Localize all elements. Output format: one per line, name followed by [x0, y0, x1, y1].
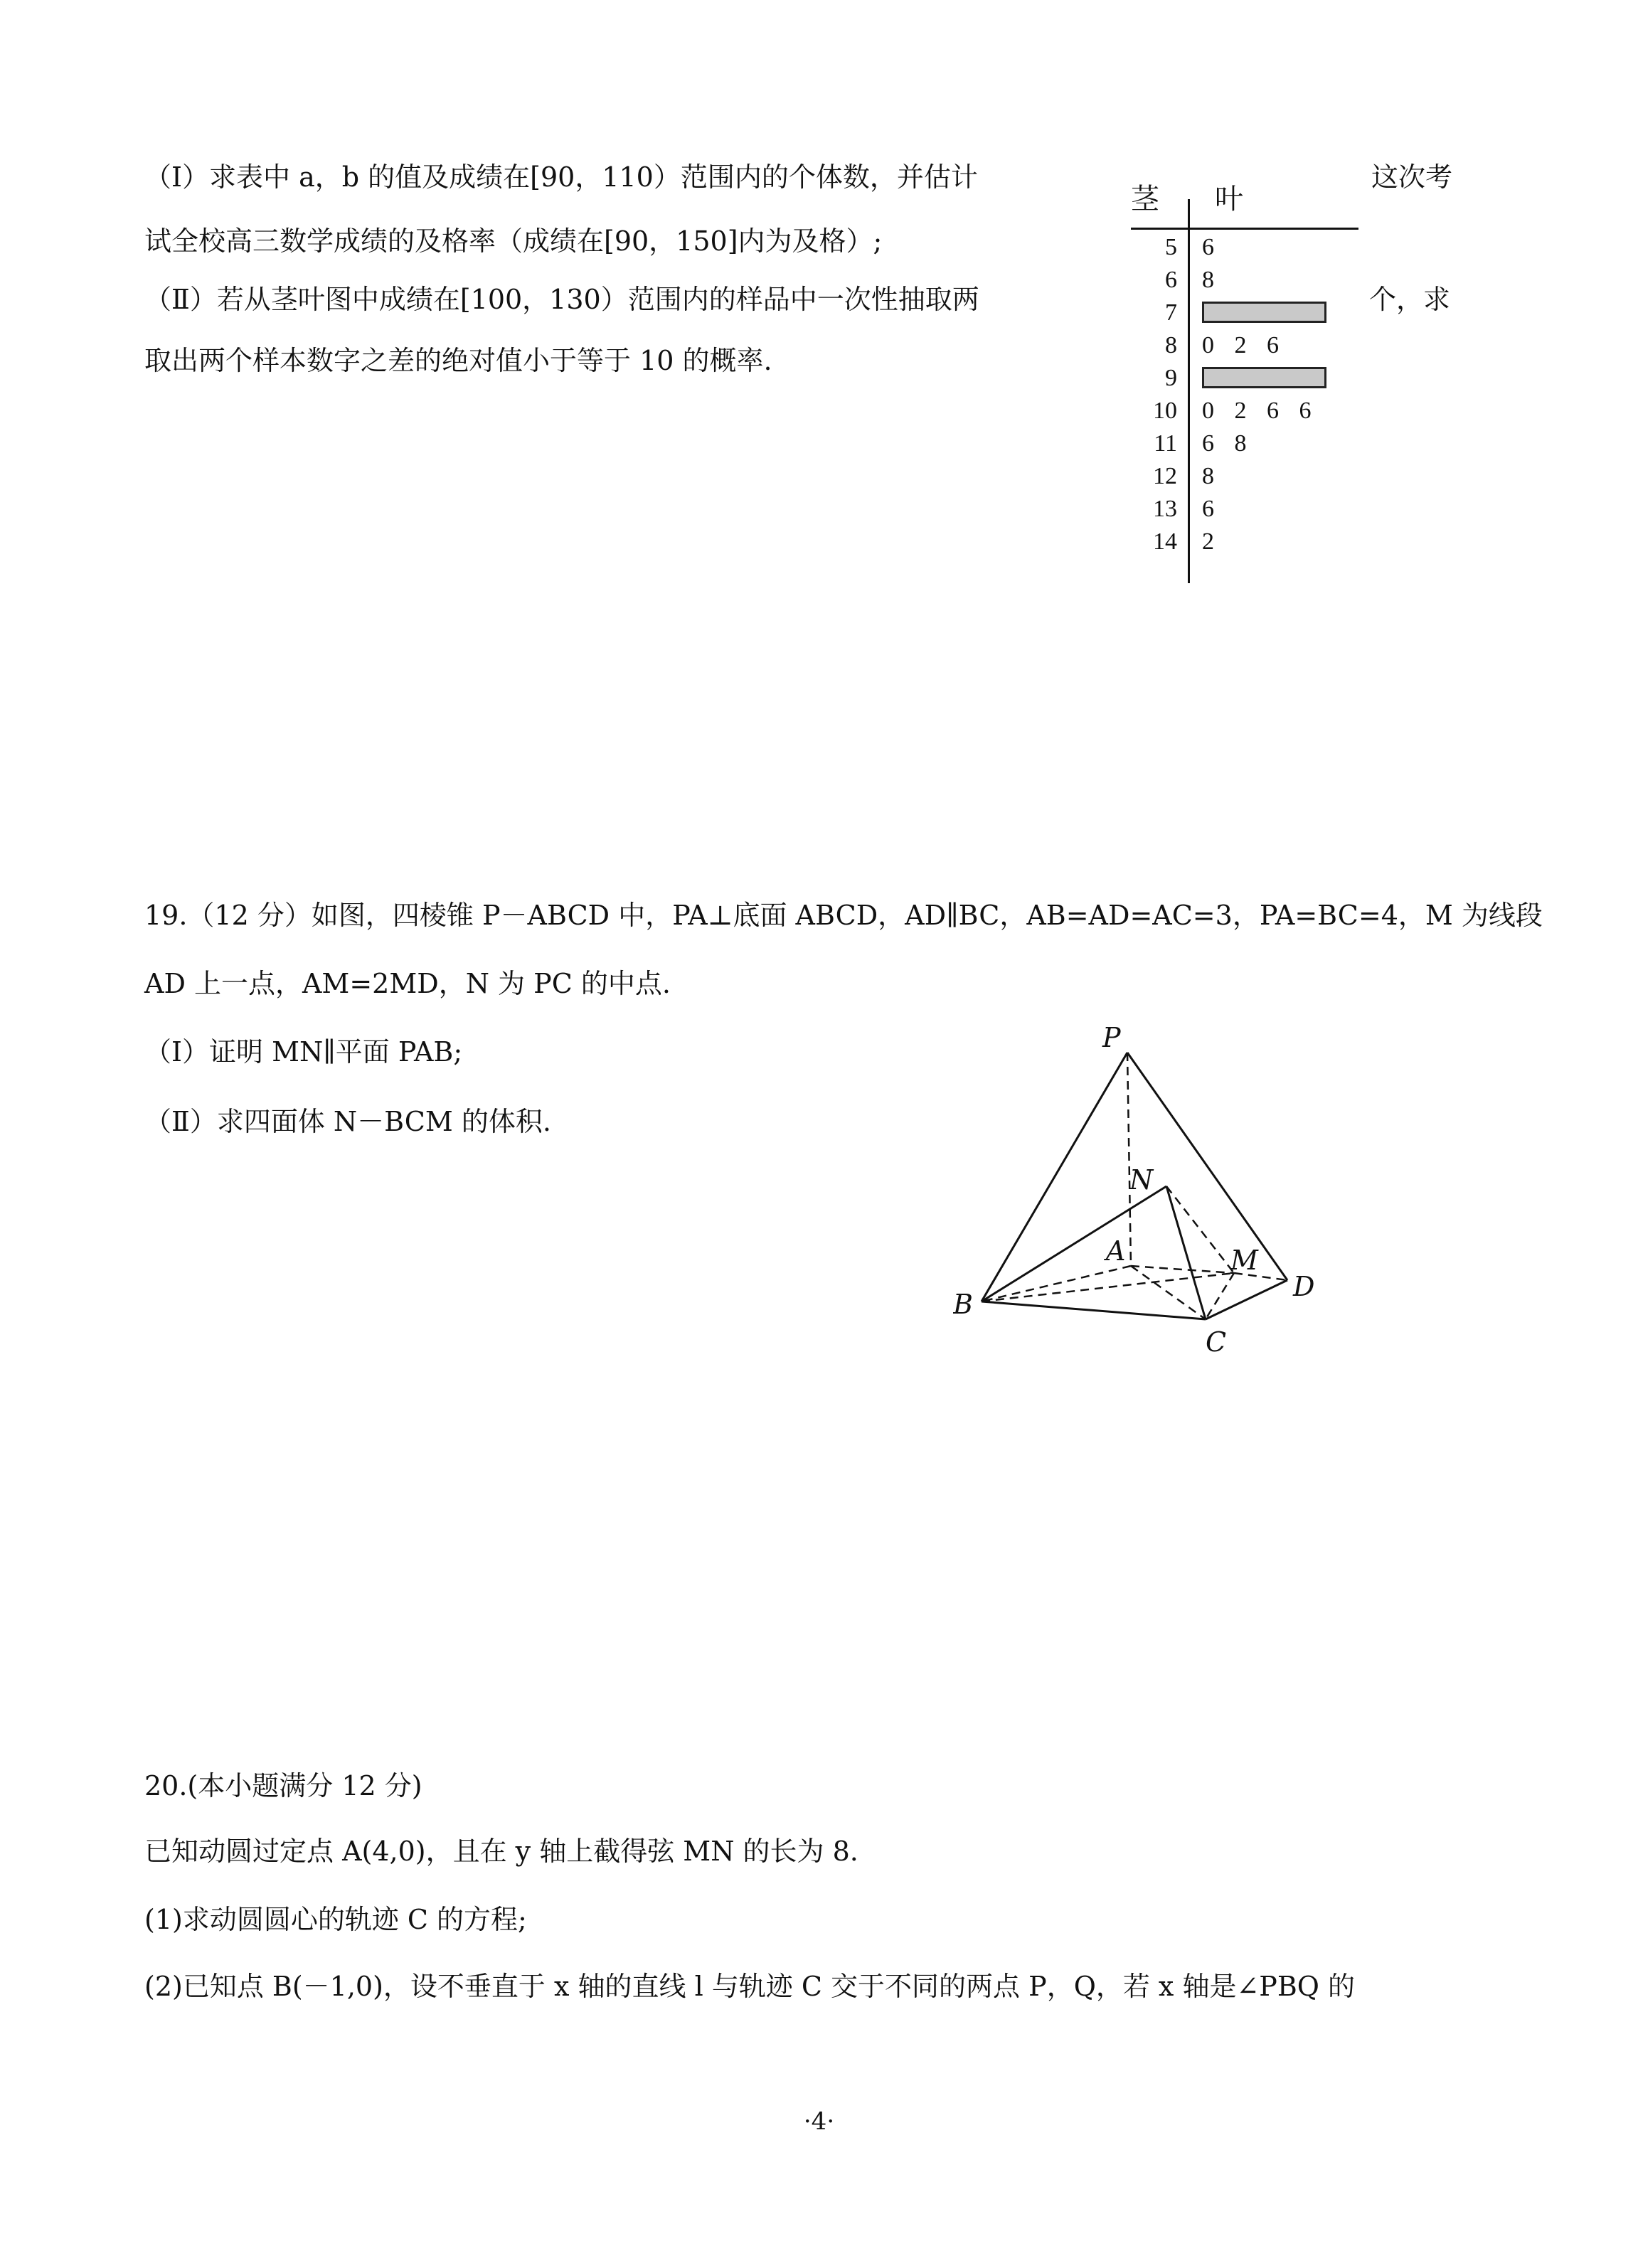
stem-value: 7	[1165, 299, 1177, 326]
stem-leaf-row	[1131, 362, 1358, 395]
label-A: A	[1106, 1235, 1126, 1267]
edge-AC	[1131, 1266, 1206, 1319]
stem-value: 10	[1153, 398, 1177, 424]
q18-line1-tail-text: 这次考	[1371, 161, 1453, 193]
label-D: D	[1293, 1271, 1315, 1302]
stem-leaf-row	[1131, 297, 1358, 329]
stem-value: 11	[1154, 430, 1177, 457]
leaf-header: 叶	[1215, 183, 1243, 215]
stem-leaf-row	[1131, 231, 1358, 264]
page-number: ·4·	[803, 2107, 835, 2136]
hidden-leaves-box	[1202, 367, 1326, 388]
stem-leaf-row	[1131, 493, 1358, 526]
q19-part1: （Ⅰ）证明 MN∥平面 PAB;	[144, 1036, 463, 1068]
q19-part2: （Ⅱ）求四面体 N－BCM 的体积.	[144, 1106, 551, 1137]
leaf-values: 6	[1202, 496, 1214, 522]
stem-leaf-row	[1131, 264, 1358, 297]
q20-part2: (2)已知点 B(－1,0)，设不垂直于 x 轴的直线 l 与轨迹 C 交于不同的两点 P，Q，若 x 轴是∠PBQ 的	[144, 1971, 1356, 2002]
q18-line3-tail	[1369, 283, 1450, 316]
stem-leaf-plot	[1131, 174, 1366, 587]
leaf-values: 2	[1202, 528, 1214, 555]
leaf-values: 6	[1202, 234, 1214, 260]
q18-line4: 取出两个样本数字之差的绝对值小于等于 10 的概率.	[144, 345, 772, 376]
q18-line1	[144, 161, 978, 193]
q18-line1-tail	[1371, 161, 1452, 193]
edge-AB	[982, 1266, 1131, 1301]
q18-line3-tail-text: 个，求	[1369, 284, 1451, 315]
stem-value: 6	[1165, 267, 1177, 293]
stem-leaf-row	[1131, 427, 1358, 460]
stem-leaf-header-divider	[1131, 228, 1358, 230]
leaf-values: 8	[1202, 463, 1214, 489]
edge-NC	[1166, 1186, 1206, 1319]
stem-value: 13	[1153, 496, 1177, 522]
stem-value: 5	[1165, 234, 1177, 260]
stem-leaf-row	[1131, 526, 1358, 558]
stem-leaf-row	[1131, 460, 1358, 493]
stem-value: 9	[1165, 365, 1177, 391]
q18-line1-text: （Ⅰ）求表中 a，b 的值及成绩在[90，110）范围内的个体数，并估计	[144, 161, 978, 193]
hidden-leaves-box	[1202, 302, 1326, 323]
edge-AM	[1131, 1266, 1234, 1273]
label-C: C	[1206, 1326, 1227, 1358]
stem-value: 8	[1165, 332, 1177, 358]
label-B: B	[953, 1289, 973, 1320]
leaf-values: 0 2 6 6	[1202, 398, 1312, 424]
label-P: P	[1102, 1024, 1121, 1053]
edge-PA	[1127, 1053, 1131, 1266]
q19-line2: AD 上一点，AM=2MD，N 为 PC 的中点.	[144, 968, 671, 999]
q18-line2: 试全校高三数学成绩的及格率（成绩在[90，150]内为及格）;	[144, 225, 883, 257]
stem-leaf-row	[1131, 395, 1358, 427]
q19-line1: 19.（12 分）如图，四棱锥 P－ABCD 中，PA⊥底面 ABCD，AD∥BC，AB=AD=AC=3，PA=BC=4，M 为线段	[144, 900, 1543, 931]
q18-line3-text: （Ⅱ）若从茎叶图中成绩在[100，130）范围内的样品中一次性抽取两	[144, 284, 979, 315]
leaf-values: 8	[1202, 267, 1214, 293]
stem-value: 12	[1153, 463, 1177, 489]
leaf-values: 6 8	[1202, 430, 1247, 457]
edge-BC	[982, 1301, 1206, 1319]
stem-header: 茎	[1131, 183, 1159, 215]
stem-value: 14	[1153, 528, 1177, 555]
q20-part1: (1)求动圆圆心的轨迹 C 的方程;	[144, 1904, 527, 1935]
label-M: M	[1230, 1245, 1258, 1276]
edge-NM	[1166, 1186, 1234, 1273]
q20-title: 20.(本小题满分 12 分)	[144, 1770, 422, 1801]
leaf-values: 0 2 6	[1202, 332, 1279, 358]
pyramid-diagram	[953, 1024, 1323, 1358]
stem-leaf-row	[1131, 329, 1358, 362]
label-N: N	[1129, 1164, 1154, 1196]
q20-line1: 已知动圆过定点 A(4,0)，且在 y 轴上截得弦 MN 的长为 8.	[144, 1836, 858, 1867]
q18-line3	[144, 283, 979, 316]
